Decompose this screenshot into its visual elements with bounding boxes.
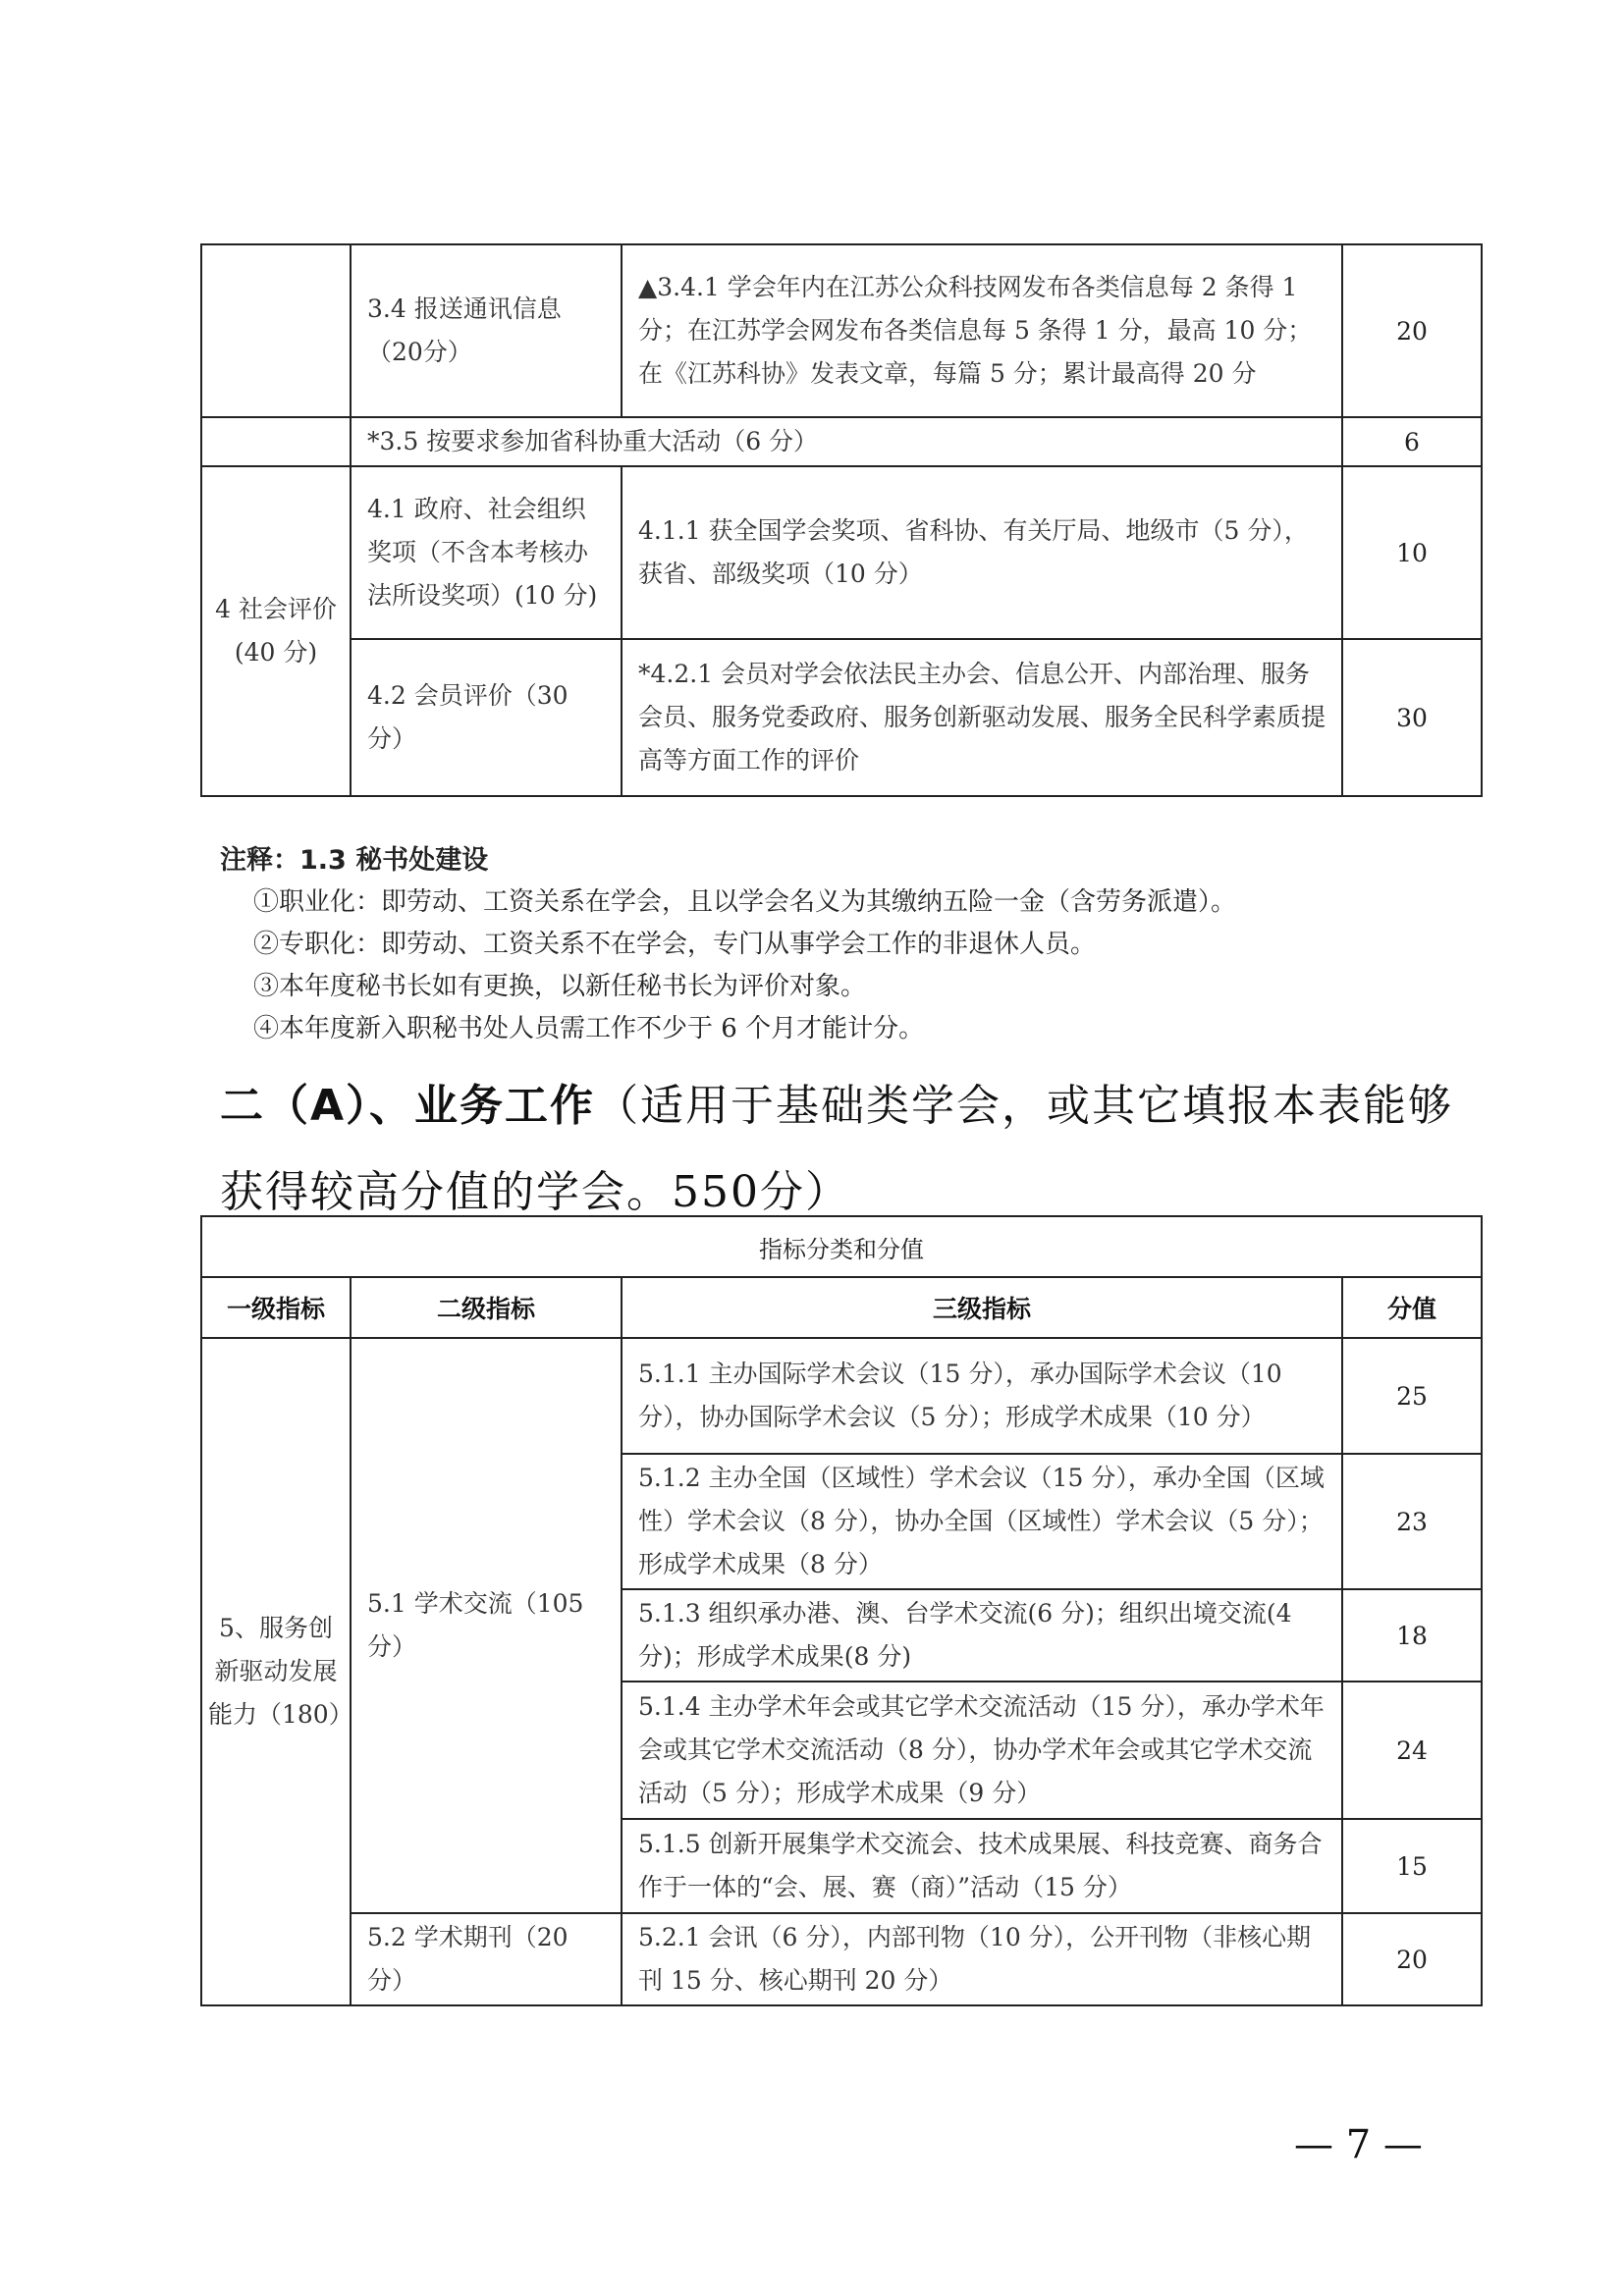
section-heading-bold: 二（A）、业务工作	[220, 1081, 596, 1131]
table-row	[201, 244, 1482, 417]
empty-level1-cell	[201, 417, 351, 466]
header-level1: 一级指标	[201, 1277, 351, 1338]
table-caption-row	[201, 1216, 1482, 1277]
header-level3: 三级指标	[622, 1277, 1342, 1338]
table-row	[201, 1913, 1482, 2005]
section-heading	[220, 1070, 1453, 1133]
score-cell: 15	[1342, 1819, 1482, 1913]
table-header-row	[201, 1277, 1482, 1338]
score-cell: 20	[1342, 1913, 1482, 2005]
note-item: ④本年度新入职秘书处人员需工作不少于 6 个月才能计分。	[253, 1014, 925, 1043]
notes-block	[220, 839, 1236, 1050]
note-item: ①职业化：即劳动、工资关系在学会，且以学会名义为其缴纳五险一金（含劳务派遣）。	[253, 887, 1237, 917]
header-level2: 二级指标	[351, 1277, 622, 1338]
level1-cell: 4 社会评价(40 分)	[201, 466, 351, 796]
level3-cell: ▲3.4.1 学会年内在江苏公众科技网发布各类信息每 2 条得 1 分；在江苏学会网发布各类信息每 5 条得 1 分，最高 10 分；在《江苏科协》发表文章，每篇 5 分；累计最高得 20 分	[622, 244, 1342, 417]
level1-cell: 5、服务创新驱动发展能力（180）	[201, 1338, 351, 2005]
business-scoring-table	[200, 1215, 1483, 2006]
table-row	[201, 466, 1482, 639]
table-row	[201, 417, 1482, 466]
score-cell: 30	[1342, 639, 1482, 796]
level3-cell: 5.2.1 会讯（6 分），内部刊物（10 分），公开刊物（非核心期刊 15 分、核心期刊 20 分）	[622, 1913, 1342, 2005]
score-cell: 24	[1342, 1682, 1482, 1819]
level3-cell: 5.1.3 组织承办港、澳、台学术交流(6 分)；组织出境交流(4 分)；形成学术成果(8 分)	[622, 1589, 1342, 1682]
table-caption: 指标分类和分值	[201, 1216, 1482, 1277]
level3-cell: 5.1.2 主办全国（区域性）学术会议（15 分），承办全国（区域性）学术会议（8 分），协办全国（区域性）学术会议（5 分）；形成学术成果（8 分）	[622, 1454, 1342, 1589]
score-cell: 20	[1342, 244, 1482, 417]
scoring-table-continued	[200, 243, 1483, 797]
table-row	[201, 639, 1482, 796]
merged-item-cell: *3.5 按要求参加省科协重大活动（6 分）	[351, 417, 1342, 466]
notes-title: 注释：1.3 秘书处建设	[220, 845, 489, 876]
level3-cell: 5.1.1 主办国际学术会议（15 分），承办国际学术会议（10 分），协办国际学术会议（5 分）；形成学术成果（10 分）	[622, 1338, 1342, 1454]
score-cell: 10	[1342, 466, 1482, 639]
level2-cell: 4.1 政府、社会组织奖项（不含本考核办法所设奖项）(10 分)	[351, 466, 622, 639]
section-heading-rest: （适用于基础类学会，或其它填报本表能够	[595, 1081, 1454, 1131]
section-heading-line2: 获得较高分值的学会。550分）	[220, 1167, 850, 1217]
score-cell: 6	[1342, 417, 1482, 466]
level3-cell: *4.2.1 会员对学会依法民主办会、信息公开、内部治理、服务会员、服务党委政府、服务创新驱动发展、服务全民科学素质提高等方面工作的评价	[622, 639, 1342, 796]
score-cell: 25	[1342, 1338, 1482, 1454]
level2-cell: 5.1 学术交流（105 分）	[351, 1338, 622, 1913]
page-number: — 7 —	[1294, 2122, 1423, 2167]
level2-cell: 5.2 学术期刊（20 分）	[351, 1913, 622, 2005]
level3-cell: 5.1.4 主办学术年会或其它学术交流活动（15 分），承办学术年会或其它学术交流活动（8 分），协办学术年会或其它学术交流活动（5 分）；形成学术成果（9 分）	[622, 1682, 1342, 1819]
score-cell: 18	[1342, 1589, 1482, 1682]
level2-cell: 3.4 报送通讯信息（20分）	[351, 244, 622, 417]
note-item: ②专职化：即劳动、工资关系不在学会，专门从事学会工作的非退休人员。	[253, 930, 1097, 959]
level3-cell: 5.1.5 创新开展集学术交流会、技术成果展、科技竞赛、商务合作于一体的“会、展、赛（商）”活动（15 分）	[622, 1819, 1342, 1913]
empty-level1-cell	[201, 244, 351, 417]
header-score: 分值	[1342, 1277, 1482, 1338]
score-cell: 23	[1342, 1454, 1482, 1589]
note-item: ③本年度秘书长如有更换，以新任秘书长为评价对象。	[253, 972, 867, 1001]
table-row	[201, 1338, 1482, 1454]
level2-cell: 4.2 会员评价（30 分）	[351, 639, 622, 796]
level3-cell: 4.1.1 获全国学会奖项、省科协、有关厅局、地级市（5 分），获省、部级奖项（10 分）	[622, 466, 1342, 639]
